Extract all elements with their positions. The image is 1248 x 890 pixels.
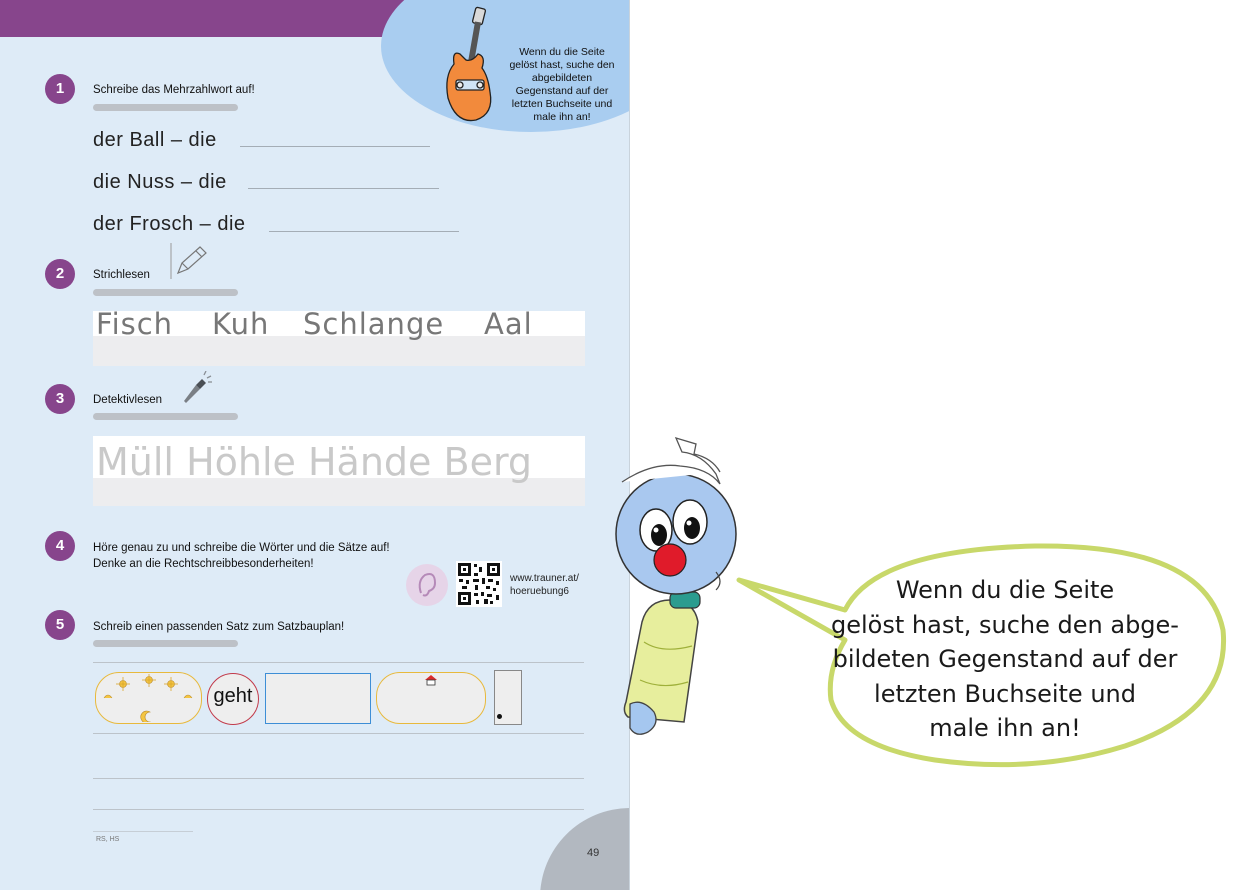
speech-line-5: male ihn an! (929, 714, 1081, 742)
object-slot[interactable] (265, 673, 371, 724)
writing-line (93, 809, 584, 810)
hint-text: Wenn du die Seite gelöst hast, suche den abgebildeten Gegenstand auf der letzten Buchseite und male ihn an! (509, 46, 615, 123)
audio-link[interactable] (510, 572, 579, 598)
speech-text (830, 573, 1180, 746)
qr-code[interactable] (456, 561, 502, 607)
answer-line-3[interactable] (269, 231, 459, 232)
instruction-underline (93, 104, 238, 111)
page-number: 49 (587, 847, 600, 859)
task-1-row-2: die Nuss – die (93, 171, 227, 193)
instruction-underline (93, 289, 238, 296)
speech-line-1: Wenn du die Seite (895, 576, 1115, 604)
task-1-instruction: Schreibe das Mehrzahlwort auf! (93, 84, 255, 96)
sun-moon-icons (98, 674, 198, 722)
flashlight-icon (182, 371, 212, 405)
house-icon (424, 674, 438, 686)
answer-line-1[interactable] (240, 146, 430, 147)
footer-rule (93, 831, 193, 832)
task-4-instruction-1: Höre genau zu und schreibe die Wörter und die Sätze auf! (93, 542, 390, 554)
task-number-4: 4 (45, 531, 75, 561)
detective-text: Müll Höhle Hände Berg (96, 440, 533, 484)
word-kuh: Kuh (212, 307, 270, 341)
writing-line (93, 733, 584, 734)
guitar-icon (438, 6, 500, 126)
task-4-instruction-2: Denke an die Rechtschreibbesonderheiten! (93, 558, 314, 570)
url-line-1: www.trauner.at/ (510, 573, 579, 584)
ear-icon (405, 563, 449, 607)
task-number-1: 1 (45, 74, 75, 104)
speech-line-3: bildeten Gegenstand auf der (832, 645, 1178, 673)
task-3-instruction: Detektivlesen (93, 394, 163, 406)
answer-line-2[interactable] (248, 188, 439, 189)
footer-code: RS, HS (96, 836, 120, 843)
task-1-row-1: der Ball – die (93, 129, 217, 151)
verb-text: geht (213, 685, 253, 707)
word-schlange: Schlange (303, 307, 445, 341)
task-1-row-3: der Frosch – die (93, 213, 246, 235)
page-corner (540, 808, 630, 890)
task-5-instruction: Schreib einen passenden Satz zum Satzbauplan! (93, 621, 345, 633)
word-fisch: Fisch (96, 307, 174, 341)
writing-line (93, 662, 584, 663)
url-line-2: hoeruebung6 (510, 586, 569, 597)
speech-line-2: gelöst hast, suche den abge- (831, 610, 1179, 639)
word-aal: Aal (484, 307, 533, 341)
period-dot (497, 714, 502, 719)
task-number-3: 3 (45, 384, 75, 414)
instruction-underline (93, 413, 238, 420)
mascot-character (612, 432, 750, 742)
task-number-2: 2 (45, 259, 75, 289)
instruction-underline (93, 640, 238, 647)
pencil-icon (168, 243, 208, 279)
task-2-instruction: Strichlesen (93, 269, 150, 281)
task-number-5: 5 (45, 610, 75, 640)
speech-line-4: letzten Buchseite und (874, 679, 1136, 708)
writing-line (93, 778, 584, 779)
